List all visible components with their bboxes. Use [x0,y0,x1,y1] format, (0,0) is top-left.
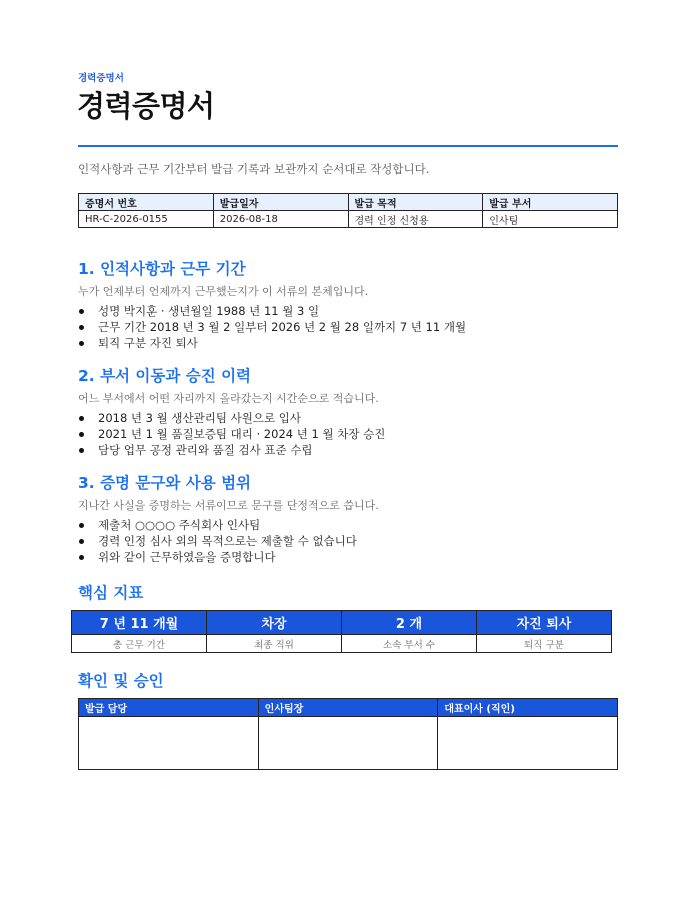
info-value-department: 인사팀 [483,211,618,228]
approval-title: 확인 및 승인 [78,672,164,690]
list-item: 경력 인정 심사 외의 목적으로는 제출할 수 없습니다 [78,533,357,549]
metric-label-resignation-type: 퇴직 구분 [477,635,612,653]
section-2-title: 2. 부서 이동과 승진 이력 [78,367,252,385]
info-value-row [79,211,618,228]
section-1-list [78,303,466,351]
section-3-description: 지나간 사실을 증명하는 서류이므로 문구를 단정적으로 씁니다. [78,499,379,512]
info-value-issue-date: 2026-08-18 [213,211,348,228]
list-item: 근무 기간 2018 년 3 월 2 일부터 2026 년 2 월 28 일까지 7 년 11 개월 [78,319,466,335]
certificate-info-table [78,193,618,228]
list-item: 2021 년 1 월 품질보증팀 대리 · 2024 년 1 월 차장 승진 [78,426,385,442]
info-header-row [79,194,618,211]
metrics-title: 핵심 지표 [78,584,144,602]
metric-label-final-position: 최종 직위 [207,635,342,653]
info-value-cert-no: HR-C-2026-0155 [79,211,214,228]
approval-header-hr-manager: 인사팀장 [258,699,438,717]
list-item: 퇴직 구분 자진 퇴사 [78,335,466,351]
approval-table [78,698,618,770]
approval-header-ceo-seal: 대표이사 (직인) [438,699,618,717]
document-eyebrow: 경력증명서 [78,73,124,84]
list-item: 담당 업무 공정 관리와 품질 검사 표준 수립 [78,442,385,458]
info-header-purpose: 발급 목적 [348,194,483,211]
section-1-description: 누가 언제부터 언제까지 근무했는지가 이 서류의 본체입니다. [78,285,369,298]
list-item: 2018 년 3 월 생산관리팀 사원으로 입사 [78,410,385,426]
section-3-list [78,517,357,565]
approval-signature-row [79,717,618,770]
info-header-cert-no: 증명서 번호 [79,194,214,211]
section-3-title: 3. 증명 문구와 사용 범위 [78,474,252,492]
info-value-purpose: 경력 인정 신청용 [348,211,483,228]
metric-value-total-tenure: 7 년 11 개월 [72,611,207,635]
metrics-label-row [72,635,612,653]
title-divider [78,145,618,147]
approval-header-issuer: 발급 담당 [79,699,259,717]
metrics-table [71,610,612,653]
list-item: 위와 같이 근무하였음을 증명합니다 [78,549,357,565]
document-title: 경력증명서 [77,89,215,123]
metric-label-total-tenure: 총 근무 기간 [72,635,207,653]
metric-value-final-position: 차장 [207,611,342,635]
issuer-signature-box [79,717,259,770]
ceo-seal-box [438,717,618,770]
metric-value-resignation-type: 자진 퇴사 [477,611,612,635]
approval-header-row [79,699,618,717]
hr-manager-signature-box [258,717,438,770]
section-2-list [78,410,385,458]
metric-label-department-count: 소속 부서 수 [342,635,477,653]
list-item: 성명 박지훈 · 생년월일 1988 년 11 월 3 일 [78,303,466,319]
info-header-department: 발급 부서 [483,194,618,211]
section-1-title: 1. 인적사항과 근무 기간 [78,260,246,278]
document-intro: 인적사항과 근무 기간부터 발급 기록과 보관까지 순서대로 작성합니다. [78,162,430,176]
list-item: 제출처 ○○○○ 주식회사 인사팀 [78,517,357,533]
metrics-value-row [72,611,612,635]
section-2-description: 어느 부서에서 어떤 자리까지 올라갔는지 시간순으로 적습니다. [78,392,379,405]
info-header-issue-date: 발급일자 [213,194,348,211]
metric-value-department-count: 2 개 [342,611,477,635]
